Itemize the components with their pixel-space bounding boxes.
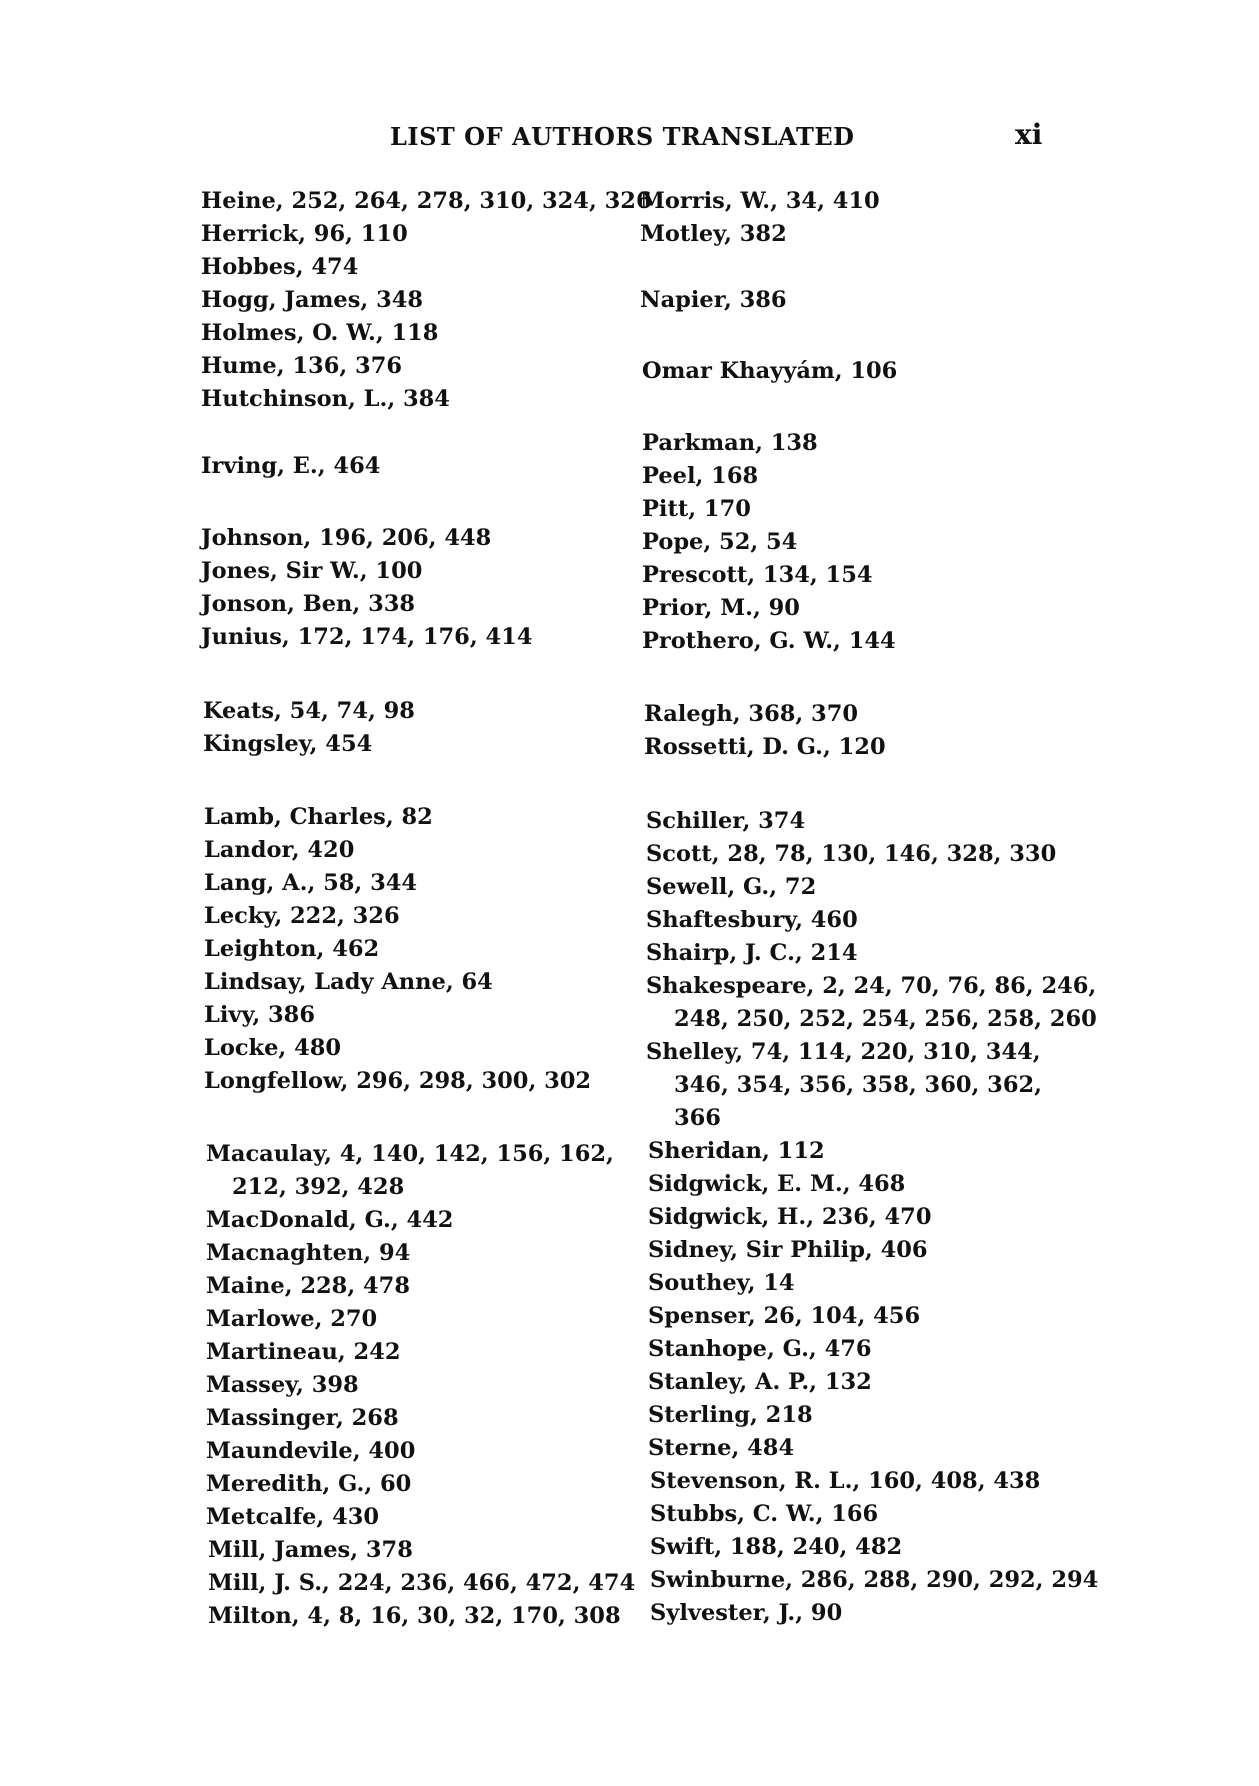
index-entry: Ralegh, 368, 370	[644, 701, 859, 727]
index-entry: Heine, 252, 264, 278, 310, 324, 326	[201, 188, 652, 214]
index-entry-continuation: 366	[674, 1105, 721, 1131]
index-entry: Motley, 382	[640, 221, 787, 247]
page-number: xi	[1015, 118, 1043, 151]
index-entry: Hutchinson, L., 384	[201, 386, 450, 412]
index-entry: Holmes, O. W., 118	[201, 320, 439, 346]
index-entry: Parkman, 138	[642, 430, 818, 456]
index-entry: Landor, 420	[204, 837, 355, 863]
index-entry: Irving, E., 464	[201, 453, 381, 479]
index-entry: Scott, 28, 78, 130, 146, 328, 330	[646, 841, 1057, 867]
index-entry: Livy, 386	[204, 1002, 315, 1028]
index-entry: Lecky, 222, 326	[204, 903, 400, 929]
index-entry: Sheridan, 112	[648, 1138, 825, 1164]
index-entry: Longfellow, 296, 298, 300, 302	[204, 1068, 592, 1094]
index-entry: Sidgwick, E. M., 468	[648, 1171, 906, 1197]
index-entry-continuation: 212, 392, 428	[232, 1174, 405, 1200]
index-entry: Hume, 136, 376	[201, 353, 403, 379]
index-entry: Stubbs, C. W., 166	[650, 1501, 879, 1527]
index-entry: Jonson, Ben, 338	[201, 591, 416, 617]
index-entry: Massey, 398	[206, 1372, 359, 1398]
index-entry: Hogg, James, 348	[201, 287, 424, 313]
index-entry: Marlowe, 270	[206, 1306, 378, 1332]
index-entry: Swift, 188, 240, 482	[650, 1534, 903, 1560]
index-entry: Sterne, 484	[648, 1435, 795, 1461]
index-entry: Swinburne, 286, 288, 290, 292, 294	[650, 1567, 1099, 1593]
index-entry: Milton, 4, 8, 16, 30, 32, 170, 308	[208, 1603, 621, 1629]
index-entry: Kingsley, 454	[203, 731, 373, 757]
index-entry: Mill, J. S., 224, 236, 466, 472, 474	[208, 1570, 636, 1596]
index-entry: Shakespeare, 2, 24, 70, 76, 86, 246,	[646, 973, 1097, 999]
index-entry: Sewell, G., 72	[646, 874, 817, 900]
index-entry: Lamb, Charles, 82	[204, 804, 433, 830]
index-entry: Junius, 172, 174, 176, 414	[201, 624, 533, 650]
index-entry: Pope, 52, 54	[642, 529, 798, 555]
page-title: LIST OF AUTHORS TRANSLATED	[390, 122, 855, 151]
index-entry: Herrick, 96, 110	[201, 221, 408, 247]
index-entry: Peel, 168	[642, 463, 759, 489]
index-entry: Sidgwick, H., 236, 470	[648, 1204, 932, 1230]
index-entry: Maine, 228, 478	[206, 1273, 410, 1299]
index-entry: Sidney, Sir Philip, 406	[648, 1237, 928, 1263]
index-entry: Shaftesbury, 460	[646, 907, 858, 933]
index-entry: Morris, W., 34, 410	[640, 188, 880, 214]
index-entry: Shelley, 74, 114, 220, 310, 344,	[646, 1039, 1041, 1065]
index-entry: Stanhope, G., 476	[648, 1336, 872, 1362]
index-entry: Napier, 386	[640, 287, 787, 313]
index-entry-continuation: 248, 250, 252, 254, 256, 258, 260	[674, 1006, 1097, 1032]
index-entry: Hobbes, 474	[201, 254, 359, 280]
index-entry: Shairp, J. C., 214	[646, 940, 858, 966]
index-entry: Lindsay, Lady Anne, 64	[204, 969, 493, 995]
index-entry: Mill, James, 378	[208, 1537, 413, 1563]
index-entry: Rossetti, D. G., 120	[644, 734, 886, 760]
index-entry: Locke, 480	[204, 1035, 342, 1061]
index-entry: Leighton, 462	[204, 936, 380, 962]
index-entry: Prothero, G. W., 144	[642, 628, 896, 654]
index-entry: Meredith, G., 60	[206, 1471, 412, 1497]
index-entry: Macaulay, 4, 140, 142, 156, 162,	[206, 1141, 614, 1167]
index-entry: Metcalfe, 430	[206, 1504, 380, 1530]
index-entry: Keats, 54, 74, 98	[203, 698, 415, 724]
index-entry: Omar Khayyám, 106	[642, 358, 898, 384]
index-entry: Schiller, 374	[646, 808, 806, 834]
index-entry: Spenser, 26, 104, 456	[648, 1303, 921, 1329]
index-entry: Jones, Sir W., 100	[201, 558, 423, 584]
index-entry: Prior, M., 90	[642, 595, 800, 621]
index-entry: Lang, A., 58, 344	[204, 870, 418, 896]
index-entry: MacDonald, G., 442	[206, 1207, 454, 1233]
index-entry: Stanley, A. P., 132	[648, 1369, 872, 1395]
index-entry: Massinger, 268	[206, 1405, 399, 1431]
index-entry: Macnaghten, 94	[206, 1240, 411, 1266]
index-entry-continuation: 346, 354, 356, 358, 360, 362,	[674, 1072, 1042, 1098]
index-entry: Sterling, 218	[648, 1402, 813, 1428]
index-entry: Maundevile, 400	[206, 1438, 416, 1464]
index-entry: Prescott, 134, 154	[642, 562, 873, 588]
index-entry: Stevenson, R. L., 160, 408, 438	[650, 1468, 1041, 1494]
index-entry: Johnson, 196, 206, 448	[201, 525, 492, 551]
index-entry: Sylvester, J., 90	[650, 1600, 843, 1626]
index-entry: Martineau, 242	[206, 1339, 401, 1365]
index-entry: Southey, 14	[648, 1270, 795, 1296]
index-entry: Pitt, 170	[642, 496, 751, 522]
